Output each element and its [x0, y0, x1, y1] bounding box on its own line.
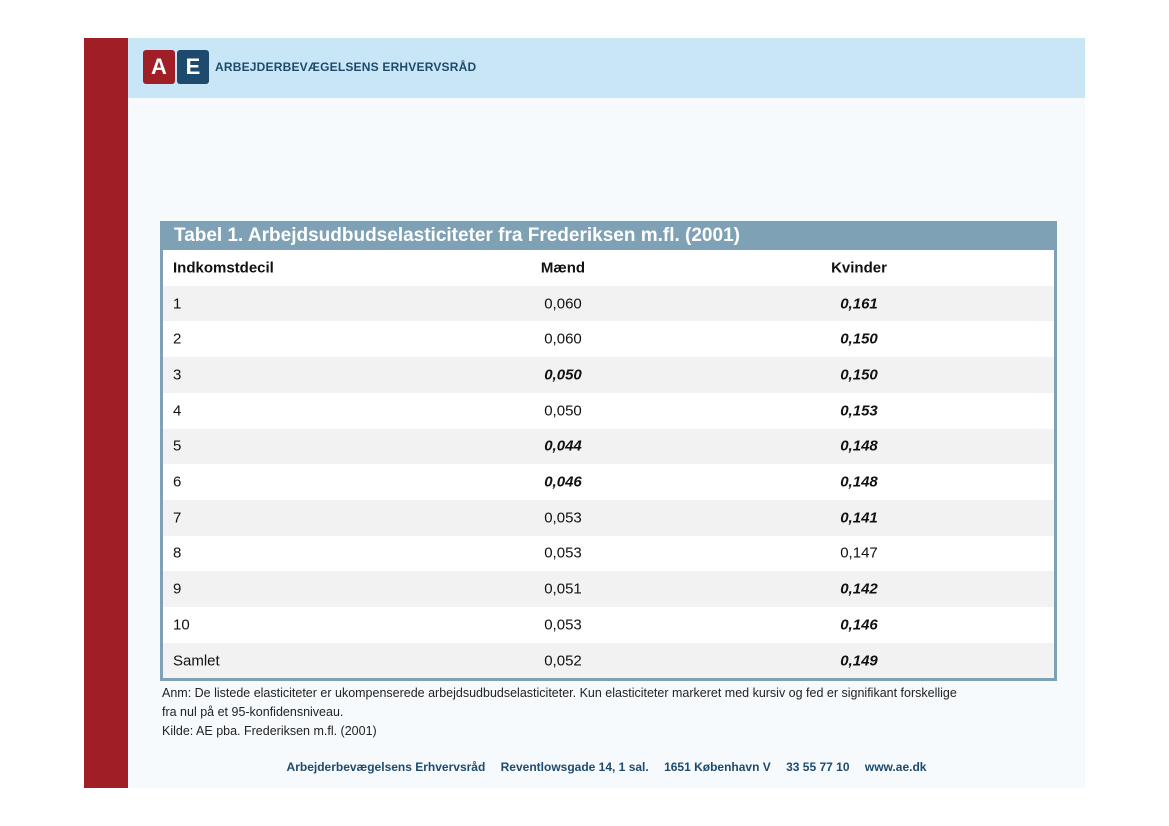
cell-men: 0,060 — [544, 295, 582, 313]
footer-web[interactable]: www.ae.dk — [864, 760, 927, 774]
cell-women: 0,142 — [840, 580, 878, 598]
cell-decile: 2 — [173, 330, 182, 348]
table-row — [163, 393, 1054, 429]
column-header-men: Mænd — [540, 259, 586, 277]
table-row — [163, 571, 1054, 607]
cell-women: 0,150 — [840, 330, 878, 348]
cell-women: 0,148 — [840, 437, 878, 455]
cell-women: 0,150 — [840, 366, 878, 384]
ae-logo — [143, 50, 476, 84]
cell-men: 0,050 — [544, 402, 582, 420]
cell-decile: 10 — [173, 616, 190, 634]
cell-men: 0,060 — [544, 330, 582, 348]
cell-men: 0,053 — [544, 544, 582, 562]
logo-letter-e: E — [177, 50, 209, 84]
note-line-2: fra nul på et 95-konfidensniveau. — [162, 705, 344, 719]
elasticity-table — [160, 221, 1057, 681]
cell-women: 0,147 — [840, 544, 878, 562]
table-row — [163, 286, 1054, 322]
table-row — [163, 500, 1054, 536]
footer-city: 1651 København V — [664, 760, 771, 774]
footer-phone: 33 55 77 10 — [786, 760, 850, 774]
cell-decile: Samlet — [173, 652, 220, 670]
cell-women: 0,149 — [840, 652, 878, 670]
cell-women: 0,146 — [840, 616, 878, 634]
cell-men: 0,044 — [544, 437, 582, 455]
cell-decile: 1 — [173, 295, 182, 313]
cell-men: 0,050 — [544, 366, 582, 384]
footer-org: Arbejderbevægelsens Erhvervsråd — [286, 760, 486, 774]
cell-decile: 5 — [173, 437, 182, 455]
source-line: Kilde: AE pba. Frederiksen m.fl. (2001) — [162, 724, 377, 738]
column-header-women: Kvinder — [831, 259, 887, 277]
cell-men: 0,052 — [544, 652, 582, 670]
cell-men: 0,051 — [544, 580, 582, 598]
footer-address: Reventlowsgade 14, 1 sal. — [500, 760, 649, 774]
footer — [128, 760, 1085, 774]
logo-letter-a: A — [143, 50, 175, 84]
table-row — [163, 429, 1054, 465]
cell-decile: 3 — [173, 366, 182, 384]
cell-men: 0,053 — [544, 616, 582, 634]
logo-wordmark: ARBEJDERBEVÆGELSENS ERHVERVSRÅD — [215, 60, 477, 74]
table-row — [163, 643, 1054, 679]
table-title: Tabel 1. Arbejdsudbudselasticiteter fra Frederiksen m.fl. (2001) — [174, 225, 740, 246]
cell-women: 0,148 — [840, 473, 878, 491]
table-row — [163, 536, 1054, 572]
table-row — [163, 357, 1054, 393]
cell-women: 0,153 — [840, 402, 878, 420]
table-row — [163, 321, 1054, 357]
cell-decile: 9 — [173, 580, 182, 598]
cell-decile: 7 — [173, 509, 182, 527]
table-note — [162, 684, 1062, 741]
cell-women: 0,161 — [840, 295, 878, 313]
table-header-row — [163, 250, 1054, 286]
cell-decile: 8 — [173, 544, 182, 562]
cell-decile: 4 — [173, 402, 182, 420]
column-header-decile: Indkomstdecil — [173, 259, 274, 277]
cell-decile: 6 — [173, 473, 182, 491]
cell-men: 0,053 — [544, 509, 582, 527]
table-row — [163, 607, 1054, 643]
side-accent-bar — [84, 38, 128, 788]
table-body — [163, 250, 1054, 678]
cell-men: 0,046 — [544, 473, 582, 491]
table-row — [163, 464, 1054, 500]
note-line-1: Anm: De listede elasticiteter er ukompenserede arbejdsudbudselasticiteter. Kun elasticiteter markeret med kursiv og fed er signifikant forskellige — [162, 686, 957, 700]
cell-women: 0,141 — [840, 509, 878, 527]
